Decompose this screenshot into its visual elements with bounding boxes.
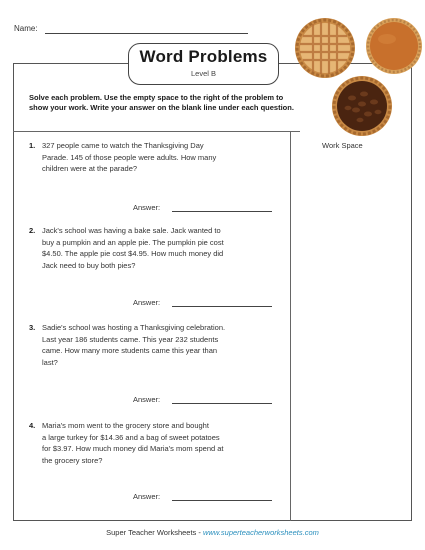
question-number: 3. [29, 323, 36, 332]
worksheet-level: Level B [190, 69, 217, 78]
work-space-label: Work Space [322, 141, 363, 150]
name-blank-line[interactable] [45, 33, 248, 34]
pumpkin-pie-icon [366, 18, 422, 74]
question-line: a large turkey for $14.36 and a bag of sweet potatoes [42, 432, 220, 442]
question-line: the grocery store? [42, 455, 103, 465]
answer-label: Answer: [133, 203, 161, 212]
question-line: Jack's school was having a bake sale. Jack wanted to [42, 226, 221, 235]
answer-blank-line[interactable] [172, 211, 272, 212]
question-text [42, 322, 280, 368]
instructions-divider [13, 131, 300, 132]
answer-label: Answer: [133, 492, 161, 501]
question-number: 2. [29, 226, 36, 235]
name-label: Name: [14, 24, 38, 33]
answer-label: Answer: [133, 395, 161, 404]
footer-url-link[interactable]: www.superteacherworksheets.com [202, 528, 319, 537]
worksheet-title: Word Problems [139, 47, 268, 66]
question-line: 327 people came to watch the Thanksgiving Day [42, 141, 204, 150]
question-number: 4. [29, 421, 36, 430]
question-number: 1. [29, 141, 36, 150]
answer-label: Answer: [133, 298, 161, 307]
answer-blank-line[interactable] [172, 306, 272, 307]
question-text [42, 140, 280, 175]
work-space-divider [290, 131, 291, 521]
question-line: children were at the parade? [42, 164, 138, 174]
pies-illustration [292, 12, 425, 142]
question-text [42, 225, 280, 271]
answer-blank-line[interactable] [172, 500, 272, 501]
answer-blank-line[interactable] [172, 403, 272, 404]
footer [0, 528, 425, 537]
question-line: Maria's mom went to the grocery store and bought [42, 421, 209, 430]
title-box [128, 43, 279, 85]
question-line: Last year 186 students came. This year 232 students [42, 334, 219, 344]
question-line: for $3.97. How much money did Maria's mom spend at [42, 444, 224, 454]
instructions: Solve each problem. Use the empty space to the right of the problem to show your work. Write your answer on the blank line under each question. [29, 93, 294, 113]
lattice-pie-icon [295, 18, 355, 78]
question-line: $4.50. The apple pie cost $4.95. How much money did [42, 249, 224, 259]
question-line: Sadie's school was hosting a Thanksgiving celebration. [42, 323, 226, 332]
footer-site-name: Super Teacher Worksheets [106, 528, 197, 537]
question-line: last? [42, 357, 58, 367]
question-line: Parade. 145 of those people were adults. How many [42, 152, 217, 162]
question-text [42, 420, 280, 466]
pecan-pie-icon [332, 76, 392, 136]
footer-separator: - [196, 528, 203, 537]
question-line: Jack need to buy both pies? [42, 260, 136, 270]
question-line: buy a pumpkin and an apple pie. The pumpkin pie cost [42, 237, 224, 247]
question-line: came. How many more students came this year than [42, 346, 218, 356]
